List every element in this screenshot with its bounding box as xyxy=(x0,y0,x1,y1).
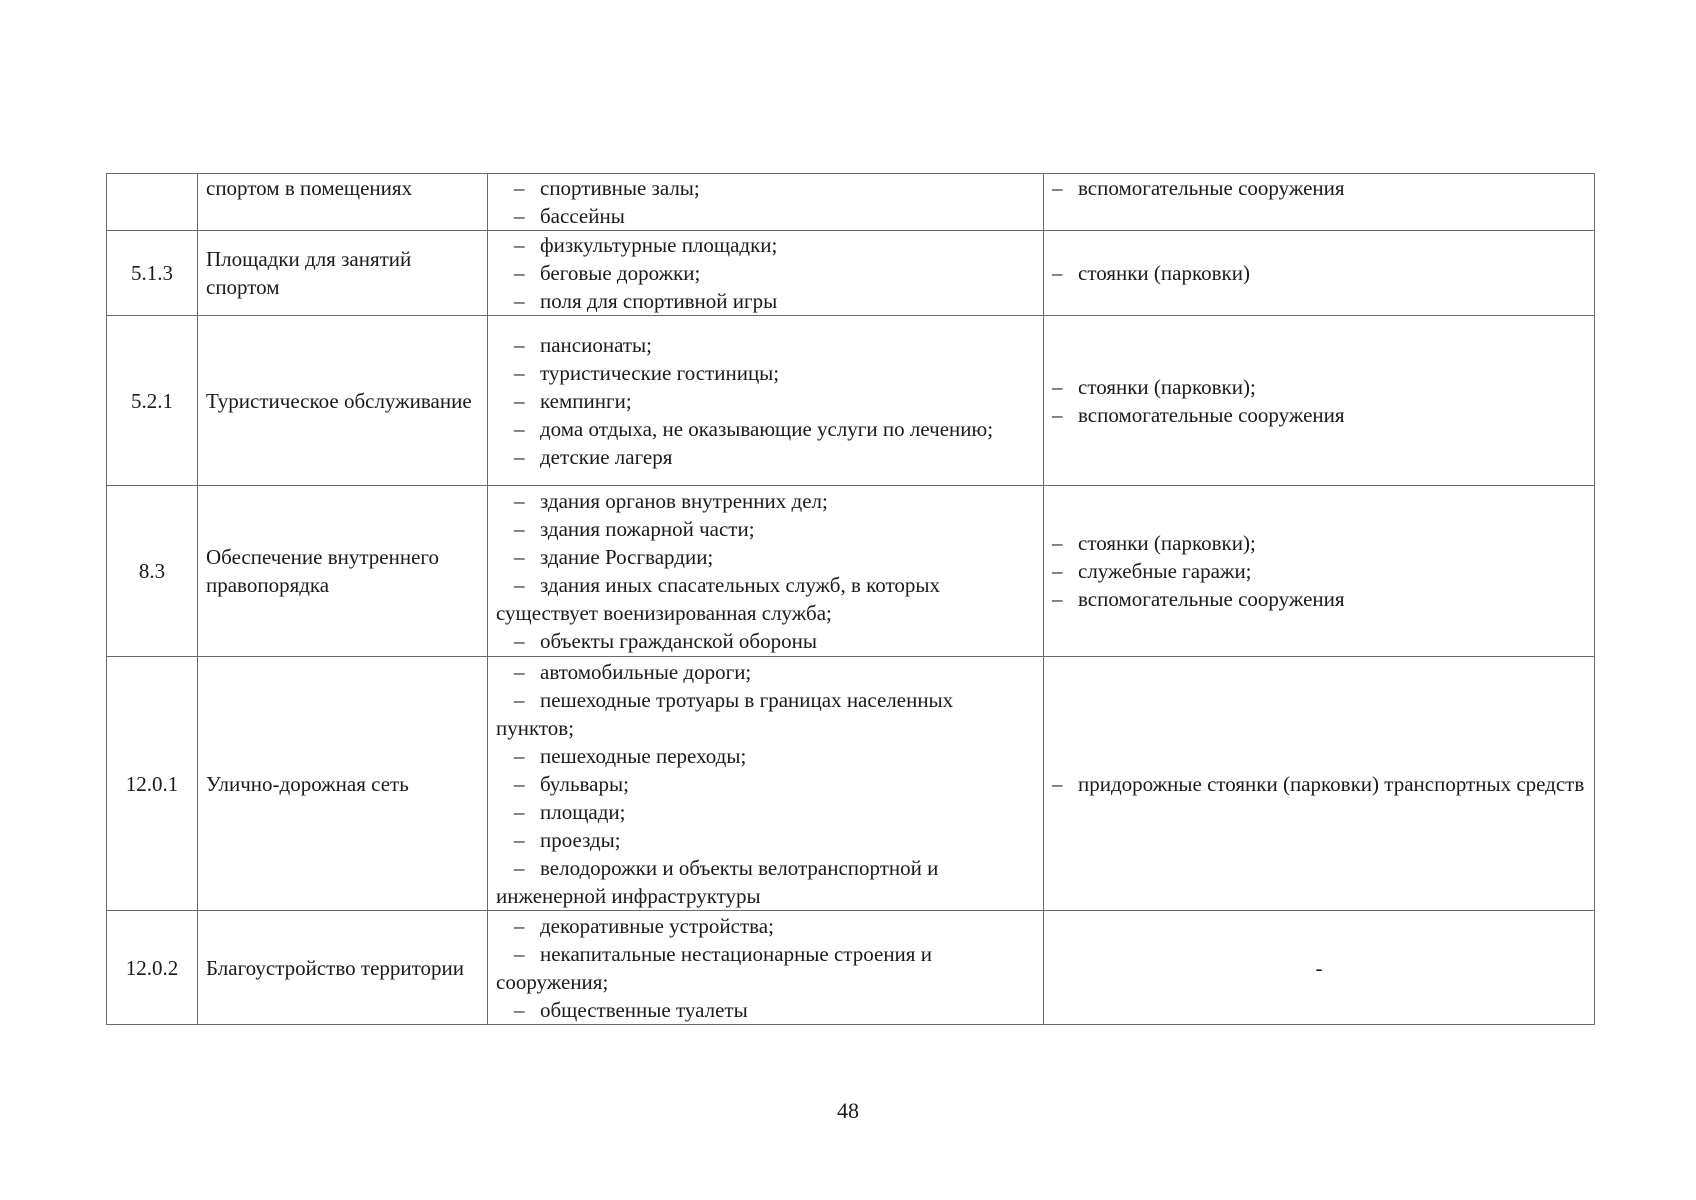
aux-uses-cell xyxy=(1044,231,1595,316)
table-row xyxy=(107,174,1595,231)
code-cell: 5.2.1 xyxy=(107,316,198,486)
list-item: – поля для спортивной игры xyxy=(514,289,778,313)
list-item: – вспомогательные сооружения xyxy=(1052,402,1345,427)
name-cell: Обеспечение внутреннего правопорядка xyxy=(198,486,488,657)
list-item: – детские лагеря xyxy=(514,444,673,469)
aux-uses-cell xyxy=(1044,174,1595,231)
code-cell: 12.0.2 xyxy=(107,911,198,1025)
list-item: – объекты гражданской обороны xyxy=(514,629,817,653)
list-item: – пешеходные тротуары в границах населенных пунктов; xyxy=(496,687,954,740)
list-item: – велодорожки и объекты велотранспортной и инженерной инфраструктуры xyxy=(496,855,939,908)
code-cell: 5.1.3 xyxy=(107,231,198,316)
main-uses-cell xyxy=(488,231,1044,316)
aux-uses-cell xyxy=(1044,486,1595,657)
list-item: – общественные туалеты xyxy=(514,997,748,1022)
aux-uses-cell xyxy=(1044,911,1595,1025)
list-item: – вспомогательные сооружения xyxy=(1052,587,1345,611)
main-uses-cell xyxy=(488,486,1044,657)
code-cell xyxy=(107,174,198,231)
table-row xyxy=(107,486,1595,657)
list-item: – стоянки (парковки) xyxy=(1052,261,1250,285)
land-use-table xyxy=(106,173,1595,1025)
table-row xyxy=(107,231,1595,316)
list-item: – бассейны xyxy=(514,204,625,228)
list-item: – беговые дорожки; xyxy=(514,261,701,285)
list-item: – здание Росгвардии; xyxy=(514,545,714,569)
list-item: – физкультурные площадки; xyxy=(514,233,778,257)
table-row xyxy=(107,657,1595,911)
table-row xyxy=(107,316,1595,486)
code-cell: 8.3 xyxy=(107,486,198,657)
list-item: – некапитальные нестационарные строения и сооружения; xyxy=(496,941,932,994)
list-item: – придорожные стоянки (парковки) транспортных средств xyxy=(1052,771,1585,796)
list-item: – здания органов внутренних дел; xyxy=(514,489,828,513)
list-item: – кемпинги; xyxy=(514,388,632,413)
empty-mark: - xyxy=(1315,955,1323,980)
list-item: – служебные гаражи; xyxy=(1052,559,1252,583)
list-item: – спортивные залы; xyxy=(514,176,700,200)
list-item: – пешеходные переходы; xyxy=(514,743,747,768)
name-cell: Площадки для занятий спортом xyxy=(198,231,488,316)
code-cell: 12.0.1 xyxy=(107,657,198,911)
list-item: – пансионаты; xyxy=(514,332,652,357)
name-cell: спортом в помещениях xyxy=(198,174,488,231)
aux-uses-cell xyxy=(1044,657,1595,911)
name-cell: Благоустройство территории xyxy=(198,911,488,1025)
list-item: – декоративные устройства; xyxy=(514,913,774,938)
main-uses-cell xyxy=(488,911,1044,1025)
list-item: – автомобильные дороги; xyxy=(514,659,752,684)
list-item: – стоянки (парковки); xyxy=(1052,374,1256,399)
name-cell: Туристическое обслуживание xyxy=(198,316,488,486)
name-cell: Улично-дорожная сеть xyxy=(198,657,488,911)
list-item: – стоянки (парковки); xyxy=(1052,531,1256,555)
list-item: – вспомогательные сооружения xyxy=(1052,176,1345,200)
list-item: – здания пожарной части; xyxy=(514,517,755,541)
table-row xyxy=(107,911,1595,1025)
main-uses-cell xyxy=(488,316,1044,486)
aux-uses-cell xyxy=(1044,316,1595,486)
list-item: – туристические гостиницы; xyxy=(514,360,780,385)
main-uses-cell xyxy=(488,174,1044,231)
list-item: – дома отдыха, не оказывающие услуги по лечению; xyxy=(514,416,994,441)
list-item: – здания иных спасательных служб, в которых существует военизированная служба; xyxy=(496,573,941,625)
list-item: – бульвары; xyxy=(514,771,629,796)
list-item: – проезды; xyxy=(514,827,621,852)
page-number: 48 xyxy=(837,1098,859,1123)
main-uses-cell xyxy=(488,657,1044,911)
list-item: – площади; xyxy=(514,799,626,824)
